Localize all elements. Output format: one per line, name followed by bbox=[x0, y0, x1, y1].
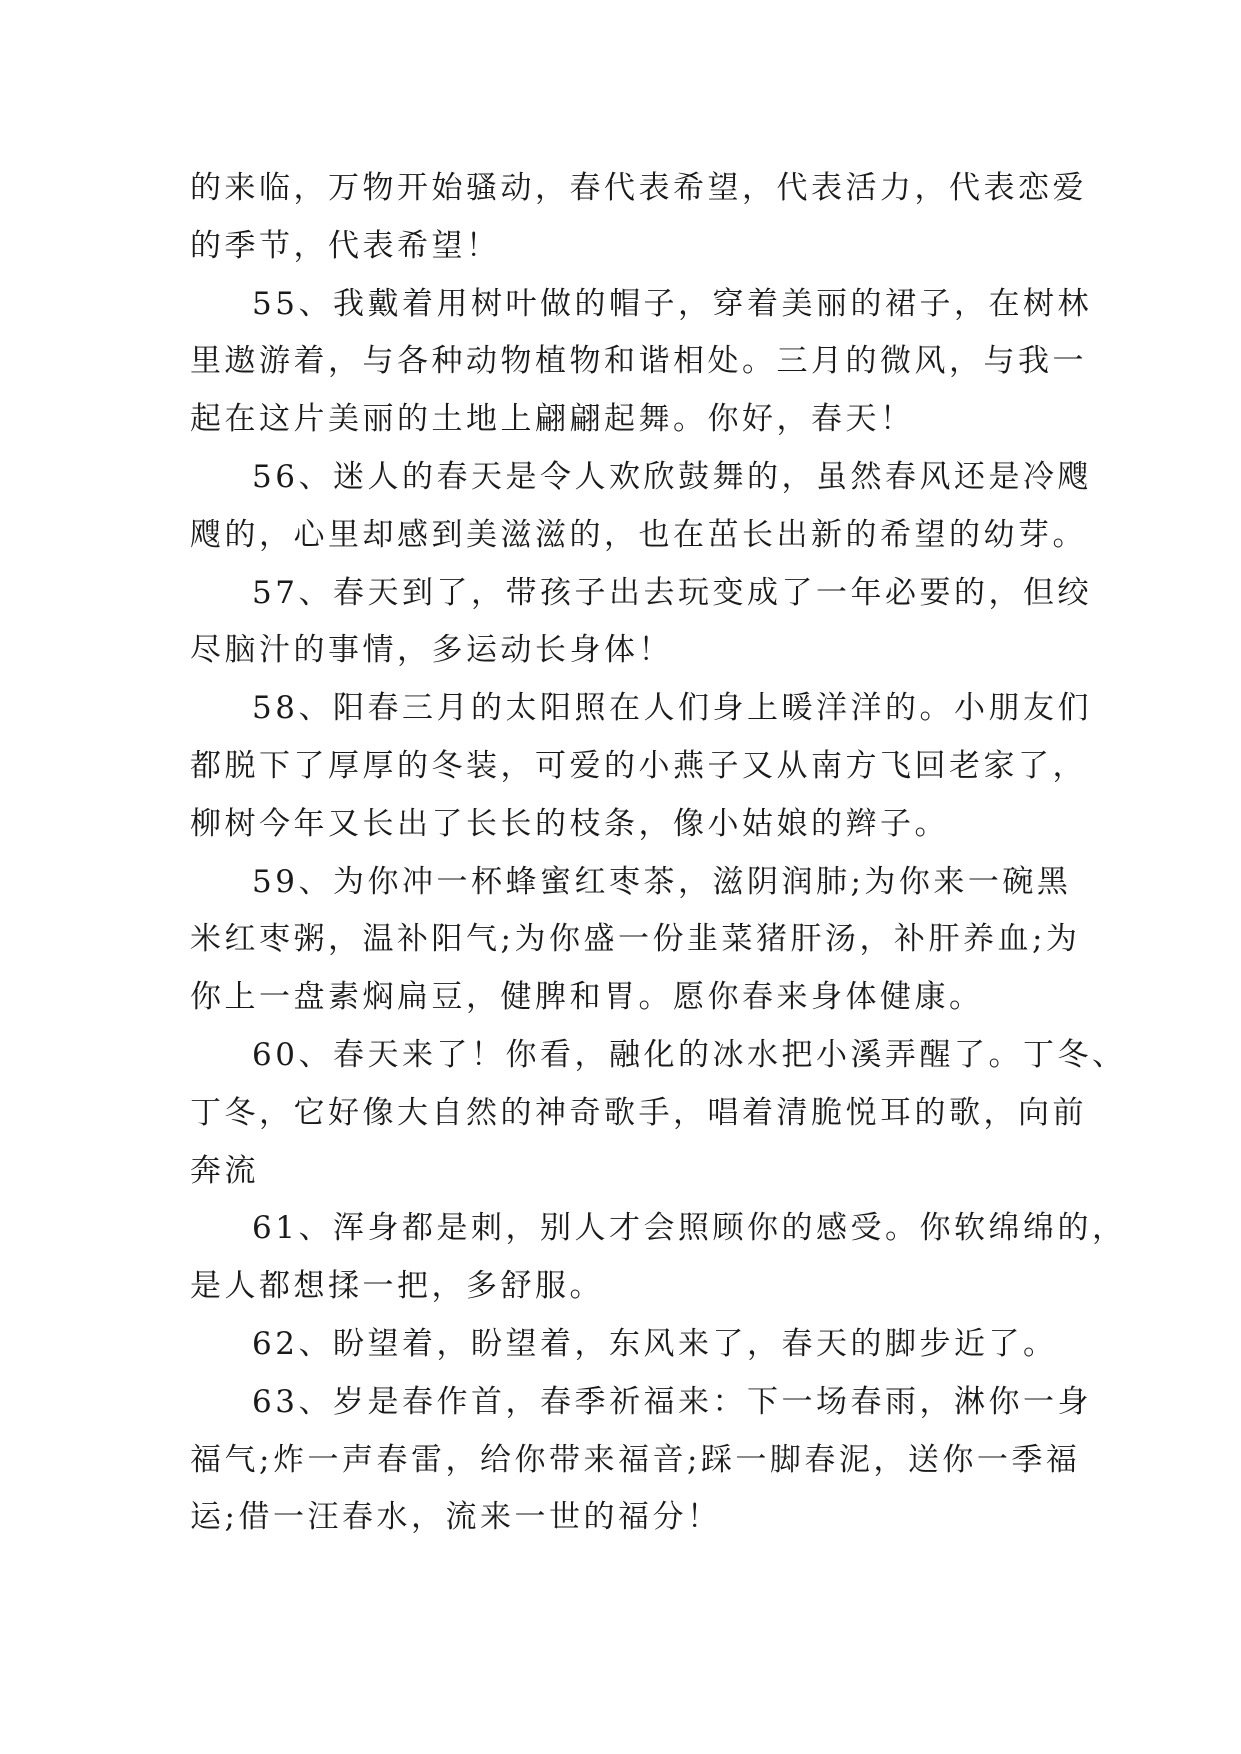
text-line: 米红枣粥，温补阳气;为你盛一份韭菜猪肝汤，补肝养血;为 bbox=[190, 921, 1081, 958]
document-body bbox=[190, 160, 1127, 1547]
text-line: 56、迷人的春天是令人欢欣鼓舞的，虽然春风还是冷飕 bbox=[252, 458, 1092, 495]
text-line: 63、岁是春作首，春季祈福来：下一场春雨，淋你一身 bbox=[252, 1383, 1092, 1420]
paragraph bbox=[190, 680, 1092, 853]
text-line: 59、为你冲一杯蜂蜜红枣茶，滋阴润肺;为你来一碗黑 bbox=[252, 863, 1072, 900]
paragraph bbox=[190, 1374, 1092, 1547]
text-line: 里遨游着，与各种动物植物和谐相处。三月的微风，与我一 bbox=[190, 343, 1087, 380]
text-line: 57、春天到了，带孩子出去玩变成了一年必要的，但绞 bbox=[252, 574, 1092, 611]
text-line: 58、阳春三月的太阳照在人们身上暖洋洋的。小朋友们 bbox=[252, 690, 1092, 727]
text-line: 运;借一汪春水，流来一世的福分！ bbox=[190, 1499, 722, 1536]
paragraph bbox=[190, 276, 1092, 449]
text-line: 飕的，心里却感到美滋滋的，也在茁长出新的希望的幼芽。 bbox=[190, 516, 1087, 553]
text-line: 60、春天来了！你看，融化的冰水把小溪弄醒了。丁冬、 bbox=[252, 1036, 1127, 1073]
paragraph bbox=[190, 1316, 1060, 1374]
paragraph bbox=[190, 160, 1087, 276]
text-line: 尽脑汁的事情，多运动长身体！ bbox=[190, 632, 673, 669]
paragraph bbox=[190, 1200, 1127, 1316]
text-line: 61、浑身都是刺，别人才会照顾你的感受。你软绵绵的， bbox=[252, 1210, 1127, 1247]
paragraph bbox=[190, 565, 1092, 681]
text-line: 是人都想揉一把，多舒服。 bbox=[190, 1268, 604, 1305]
text-line: 你上一盘素焖扁豆，健脾和胃。愿你春来身体健康。 bbox=[190, 979, 984, 1016]
text-line: 的来临，万物开始骚动，春代表希望，代表活力，代表恋爱 bbox=[190, 170, 1087, 206]
text-line: 的季节，代表希望！ bbox=[190, 227, 501, 264]
text-line: 62、盼望着，盼望着，东风来了，春天的脚步近了。 bbox=[252, 1325, 1058, 1362]
paragraph bbox=[190, 1027, 1127, 1200]
text-line: 福气;炸一声春雷，给你带来福音;踩一脚春泥，送你一季福 bbox=[190, 1441, 1081, 1478]
text-line: 奔流 bbox=[190, 1152, 259, 1189]
text-line: 起在这片美丽的土地上翩翩起舞。你好，春天！ bbox=[190, 401, 915, 438]
text-line: 柳树今年又长出了长长的枝条，像小姑娘的辫子。 bbox=[190, 805, 949, 842]
paragraph bbox=[190, 854, 1081, 1027]
text-line: 都脱下了厚厚的冬装，可爱的小燕子又从南方飞回老家了， bbox=[190, 747, 1087, 784]
text-line: 丁冬，它好像大自然的神奇歌手，唱着清脆悦耳的歌，向前 bbox=[190, 1094, 1087, 1131]
paragraph bbox=[190, 449, 1092, 565]
text-line: 55、我戴着用树叶做的帽子，穿着美丽的裙子，在树林 bbox=[252, 285, 1092, 322]
